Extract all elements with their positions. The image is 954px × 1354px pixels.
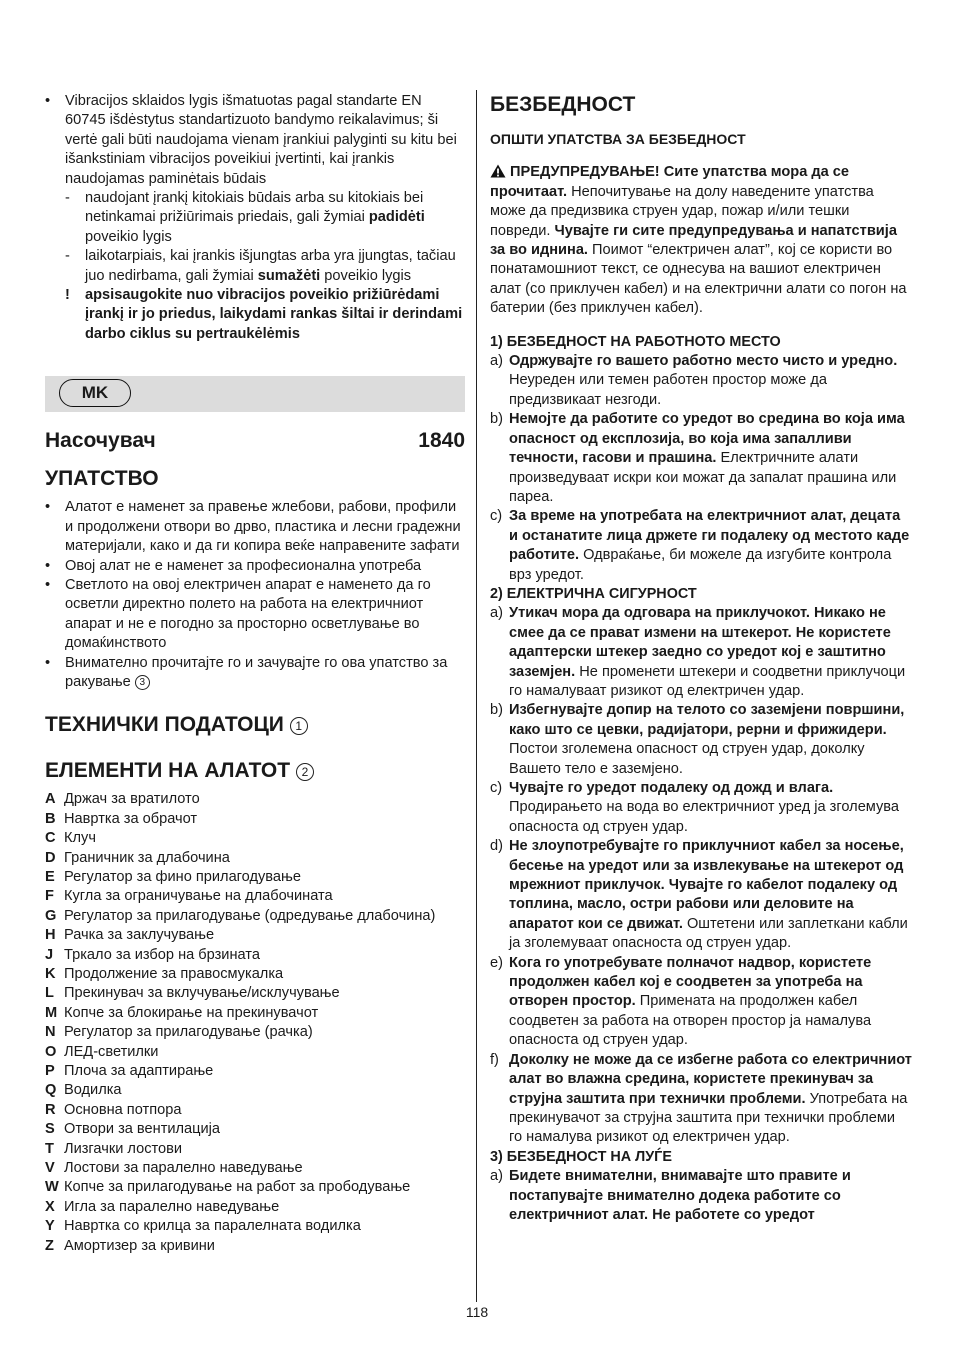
instructions-list bbox=[45, 498, 465, 692]
parts-list-item bbox=[45, 1120, 465, 1139]
parts-list-item bbox=[45, 1159, 465, 1178]
item-letter: b) bbox=[490, 411, 503, 428]
part-label: Држач за вратилото bbox=[64, 791, 200, 808]
safety-item bbox=[490, 410, 912, 507]
part-key: E bbox=[45, 868, 55, 885]
warning-text-1: Непочитување на долу наведените упатства може да предизвика струен удар, пожар и/или тешки повреди. bbox=[490, 183, 874, 239]
lt-bullet-text: Vibracijos sklaidos lygis išmatuotas pagal standarte EN 60745 išdėstytus standartizuoto bandymo reikalavimus; ši vertė gali būti naudojama vienam įrankiui palyginti su kitu bei išankstiniam vibracijos poveikiui įvertinti, kai įrankis naudojamas paminėtais būdais bbox=[65, 93, 457, 187]
part-key: K bbox=[45, 966, 56, 982]
parts-list-item bbox=[45, 1062, 465, 1081]
instruction-text: Внимателно прочитајте го и зачувајте го ова упатство за ракување bbox=[65, 654, 448, 690]
part-label: Копче за прилагодување на работ за прободување bbox=[64, 1179, 411, 1196]
part-key: O bbox=[45, 1043, 57, 1060]
parts-list-item bbox=[45, 1043, 465, 1062]
item-bold: Утикач мора да одговара на приклучокот. Никако не смее да се прават измени на штекерот. Не користете адаптерски штекер заедно со уредот кој е заштитно заземјен. bbox=[509, 605, 891, 680]
lt-vibration-list bbox=[45, 92, 465, 189]
part-key: W bbox=[45, 1179, 59, 1196]
part-key: M bbox=[45, 1004, 58, 1021]
item-letter: d) bbox=[490, 838, 503, 855]
part-label: Граничник за длабочина bbox=[64, 849, 230, 866]
part-label: Копче за блокирање на прекинувачот bbox=[64, 1004, 319, 1021]
parts-list-item bbox=[45, 1004, 465, 1023]
parts-list-item bbox=[45, 965, 465, 984]
part-key: Z bbox=[45, 1237, 54, 1254]
part-label: Клуч bbox=[64, 830, 96, 847]
part-key: X bbox=[45, 1198, 55, 1215]
parts-list-item bbox=[45, 1101, 465, 1120]
item-bold: Бидете внимателни, внимавајте што правите и постапувајте внимателно додека работите со електричниот алат. Не работете со уредот bbox=[509, 1168, 851, 1223]
part-key: A bbox=[45, 791, 56, 808]
safety-item bbox=[490, 701, 912, 779]
part-label: Лизгачки лостови bbox=[64, 1140, 183, 1157]
parts-list-item bbox=[45, 946, 465, 965]
item-bold: Избегнувајте допир на телото со заземјени површини, како што се цевки, радијатори, рерни и фрижидери. bbox=[509, 702, 905, 738]
parts-list-item bbox=[45, 984, 465, 1003]
tool-parts-heading bbox=[45, 758, 465, 784]
item-text: Продирањето на вода во електричниот уред ја зголемува опасноста од струен удар. bbox=[509, 799, 900, 835]
lt-dash1-bold: padidėti bbox=[368, 209, 425, 226]
lt-dash1-tail: poveikio lygis bbox=[85, 228, 172, 245]
section-heading-personal: 3) БЕЗБЕДНОСТ НА ЛУЃЕ bbox=[490, 1148, 672, 1165]
part-label: Навртка со крилца за паралелната водилка bbox=[64, 1218, 361, 1235]
part-key: C bbox=[45, 830, 56, 847]
parts-list-item bbox=[45, 810, 465, 829]
item-bold: За време на употребата на електричниот алат, децата и останатите лица држете ги подалеку од местото каде работите. bbox=[509, 508, 910, 564]
item-text: Одвраќање, би можеле да изгубите контрола врз уредот. bbox=[509, 547, 892, 583]
parts-list-item bbox=[45, 829, 465, 848]
part-key: F bbox=[45, 888, 54, 905]
part-key: T bbox=[45, 1140, 54, 1157]
item-text: Примената на продолжен кабел соодветен за работа на отворен простор ја намалува опасноста од струен удар. bbox=[509, 993, 872, 1049]
language-badge: MK bbox=[59, 379, 131, 407]
figure-ref-3: 3 bbox=[135, 675, 150, 690]
item-bold: Кога го употребувате полначот надвор, користете продолжен кабел кој е соодветен за употреба на отворен простор. bbox=[509, 954, 872, 1010]
lt-warning-note bbox=[45, 286, 465, 344]
part-key: V bbox=[45, 1160, 55, 1177]
list-item bbox=[45, 654, 465, 693]
part-label: Амортизер за кривини bbox=[64, 1237, 215, 1254]
item-bold: Одржувајте го вашето работно место чисто и уредно. bbox=[509, 353, 898, 370]
warning-triangle-icon bbox=[490, 164, 506, 178]
item-letter: f) bbox=[490, 1051, 499, 1068]
part-label: Регулатор за прилагодување (одредување длабочина) bbox=[64, 907, 436, 924]
item-letter: c) bbox=[490, 780, 503, 796]
section-heading-workplace: 1) БЕЗБЕДНОСТ НА РАБОТНОТО МЕСТО bbox=[490, 333, 781, 350]
part-key: H bbox=[45, 927, 56, 944]
product-name: Насочувач bbox=[45, 429, 156, 453]
product-code: 1840 bbox=[418, 429, 465, 453]
column-divider bbox=[476, 90, 477, 1302]
parts-list bbox=[45, 790, 465, 1256]
part-key: Q bbox=[45, 1082, 57, 1099]
lt-dash1-text: naudojant įrankį kitokiais būdais arba su kitokiais bei netinkamai prižiūrimais priedais, gali žymiai bbox=[85, 190, 424, 226]
warning-bold-1: ПРЕДУПРЕДУВАЊЕ! Сите упатства мора да се прочитаат. bbox=[490, 164, 850, 200]
part-label: Игла за паралелно наведување bbox=[64, 1198, 280, 1215]
safety-item bbox=[490, 837, 912, 953]
instruction-text: Алатот е наменет за правење жлебови, рабови, профили и продолжени отвори во дрво, пластика и лесни градежни материјали, како и да ги копира веќе направените зафати bbox=[65, 499, 461, 555]
tech-data-heading bbox=[45, 712, 465, 738]
safety-item bbox=[490, 507, 912, 585]
part-label: Лостови за паралелно наведување bbox=[64, 1160, 303, 1177]
part-label: Продолжение за правосмукалка bbox=[64, 966, 284, 982]
item-text: Неуреден или темен работен простор може да предизвикaат незгоди. bbox=[509, 372, 827, 408]
warning-text-2: Поимот “електричен алат”, кој се користи во понатамошниот текст, се однесува на вашиот електричен алат (со приклучен кабел) и на електрични алати со погон на батерии (без приклучен кабел). bbox=[490, 242, 907, 317]
item-bold: Чувајте го уредот подалеку од дожд и влага. bbox=[509, 780, 834, 796]
part-label: Плоча за адаптирање bbox=[64, 1063, 214, 1080]
part-label: Прекинувач за вклучување/исклучување bbox=[64, 985, 340, 1002]
part-key: B bbox=[45, 810, 56, 827]
item-text: Електричните алати произведуваат искри кои можат да запалат прашина или пареа. bbox=[509, 450, 897, 505]
list-item bbox=[45, 92, 465, 189]
part-label: Регулатор за прилагодување (рачка) bbox=[64, 1024, 313, 1041]
parts-list-item bbox=[45, 1198, 465, 1217]
product-title-row bbox=[45, 428, 465, 454]
instruction-text: Светлото на овој електричен апарат е наменето да го осветли директно полето на работа на електричниот апарат и не е погодно за просторно осветлување во домаќинството bbox=[65, 576, 431, 652]
item-bold: Доколку не може да се избегне работа со електричниот алат во влажна средина, користете прекинувач за струјна заштита при технички проблеми. bbox=[509, 1051, 912, 1107]
dash-marker: - bbox=[65, 190, 70, 207]
safety-item bbox=[490, 1167, 912, 1225]
parts-list-item bbox=[45, 868, 465, 887]
list-item bbox=[45, 576, 465, 654]
lt-dash-list bbox=[45, 189, 465, 286]
item-text: Оштетени или заплеткани кабли ја зголемуваат опасноста од струен удар. bbox=[509, 915, 908, 952]
item-letter: a) bbox=[490, 605, 503, 622]
language-bar bbox=[45, 376, 465, 412]
part-label: Водилка bbox=[64, 1082, 122, 1099]
parts-list-item bbox=[45, 887, 465, 906]
parts-list-item bbox=[45, 1081, 465, 1100]
general-warning bbox=[490, 163, 912, 318]
item-letter: e) bbox=[490, 954, 503, 971]
parts-list-item bbox=[45, 1237, 465, 1256]
dash-marker: - bbox=[65, 248, 70, 265]
part-label: Регулатор за фино прилагодување bbox=[64, 868, 301, 885]
part-key: S bbox=[45, 1121, 55, 1138]
part-label: Тркало за избор на брзината bbox=[64, 946, 260, 963]
item-letter: a) bbox=[490, 1168, 503, 1185]
item-letter: c) bbox=[490, 508, 503, 525]
safety-item bbox=[490, 954, 912, 1051]
list-item bbox=[45, 189, 465, 247]
tech-data-title: ТЕХНИЧКИ ПОДАТОЦИ bbox=[45, 713, 284, 737]
parts-list-item bbox=[45, 790, 465, 809]
right-column bbox=[490, 92, 912, 1225]
list-item bbox=[45, 498, 465, 556]
part-key: N bbox=[45, 1024, 56, 1041]
parts-list-item bbox=[45, 1023, 465, 1042]
safety-item bbox=[490, 779, 912, 837]
part-key: J bbox=[45, 946, 54, 963]
general-safety-subheading: ОПШТИ УПАТСТВА ЗА БЕЗБЕДНОСТ bbox=[490, 131, 746, 147]
parts-list-item bbox=[45, 849, 465, 868]
section-heading-electrical: 2) ЕЛЕКТРИЧНА СИГУРНОСТ bbox=[490, 585, 697, 602]
part-label: Основна потпора bbox=[64, 1101, 182, 1118]
parts-list-item bbox=[45, 1178, 465, 1197]
parts-list-item bbox=[45, 907, 465, 926]
figure-ref-2: 2 bbox=[296, 763, 314, 781]
instruction-text: Овој алат не е наменет за професионална употреба bbox=[65, 557, 422, 574]
item-text: Не променети штекери и соодветни приклучоци го намалуваат ризикот од електричен удар. bbox=[509, 663, 906, 699]
warning-bold-2: Чувајте ги сите предупредувања и напатствија за во иднина. bbox=[490, 222, 897, 259]
part-label: Навртка за обрачот bbox=[64, 810, 198, 827]
part-label: ЛЕД-светилки bbox=[64, 1043, 159, 1060]
item-text: Употребата на прекинувачот за струјна заштита при технички проблеми го намалува ризикот од електричен удар. bbox=[509, 1090, 908, 1146]
part-label: Кугла за ограничување на длабочината bbox=[64, 888, 333, 905]
instructions-heading: УПАТСТВО bbox=[45, 467, 159, 491]
part-key: G bbox=[45, 907, 57, 924]
figure-ref-1: 1 bbox=[290, 717, 308, 735]
part-label: Рачка за заклучување bbox=[64, 927, 215, 944]
safety-heading: БЕЗБЕДНОСТ bbox=[490, 93, 636, 116]
parts-list-item bbox=[45, 1217, 465, 1236]
item-letter: a) bbox=[490, 353, 503, 370]
list-item bbox=[45, 247, 465, 286]
exclamation-marker: ! bbox=[65, 287, 70, 304]
tool-parts-title: ЕЛЕМЕНТИ НА АЛАТОТ bbox=[45, 759, 291, 783]
part-key: D bbox=[45, 849, 56, 866]
parts-list-item bbox=[45, 926, 465, 945]
lt-warning-text: apsisaugokite nuo vibracijos poveikio prižiūrėdami įrankį ir jo priedus, laikydami rankas šiltai ir derindami darbo ciklus su pertraukėlėmis bbox=[85, 287, 463, 342]
part-label: Отвори за вентилација bbox=[64, 1121, 221, 1138]
item-bold: Немојте да работите со уредот во средина во која има опасност од експлозија, во која има запалливи течности, гасови и прашина. bbox=[509, 411, 905, 467]
item-text: Постои зголемена опасност од струен удар, доколку Вашето тело е заземјено. bbox=[509, 741, 865, 777]
parts-list-item bbox=[45, 1140, 465, 1159]
lt-dash2-bold: sumažėti bbox=[257, 267, 321, 284]
part-key: R bbox=[45, 1101, 56, 1118]
part-key: P bbox=[45, 1063, 55, 1080]
page-number: 118 bbox=[465, 1304, 489, 1320]
safety-item bbox=[490, 1051, 912, 1148]
list-item bbox=[45, 557, 465, 576]
item-bold: Не злоупотребувајте го приклучниот кабел за носење, бесење на уредот или за извлекување на штекерот од мрежниот приклучок. Чувајте го кабелот подалеку од топлина, масло, остри рабови или деловите на апаратот кои се движат. bbox=[509, 838, 904, 932]
safety-item bbox=[490, 604, 912, 701]
item-letter: b) bbox=[490, 702, 503, 719]
left-column bbox=[45, 92, 465, 1256]
lt-dash2-tail: poveikio lygis bbox=[320, 267, 412, 284]
part-key: Y bbox=[45, 1218, 55, 1235]
safety-item bbox=[490, 352, 912, 410]
part-key: L bbox=[45, 985, 54, 1002]
lt-dash2-text: laikotarpiais, kai įrankis išjungtas arba yra įjungtas, tačiau juo nedirbama, gali žymiai bbox=[85, 248, 456, 284]
